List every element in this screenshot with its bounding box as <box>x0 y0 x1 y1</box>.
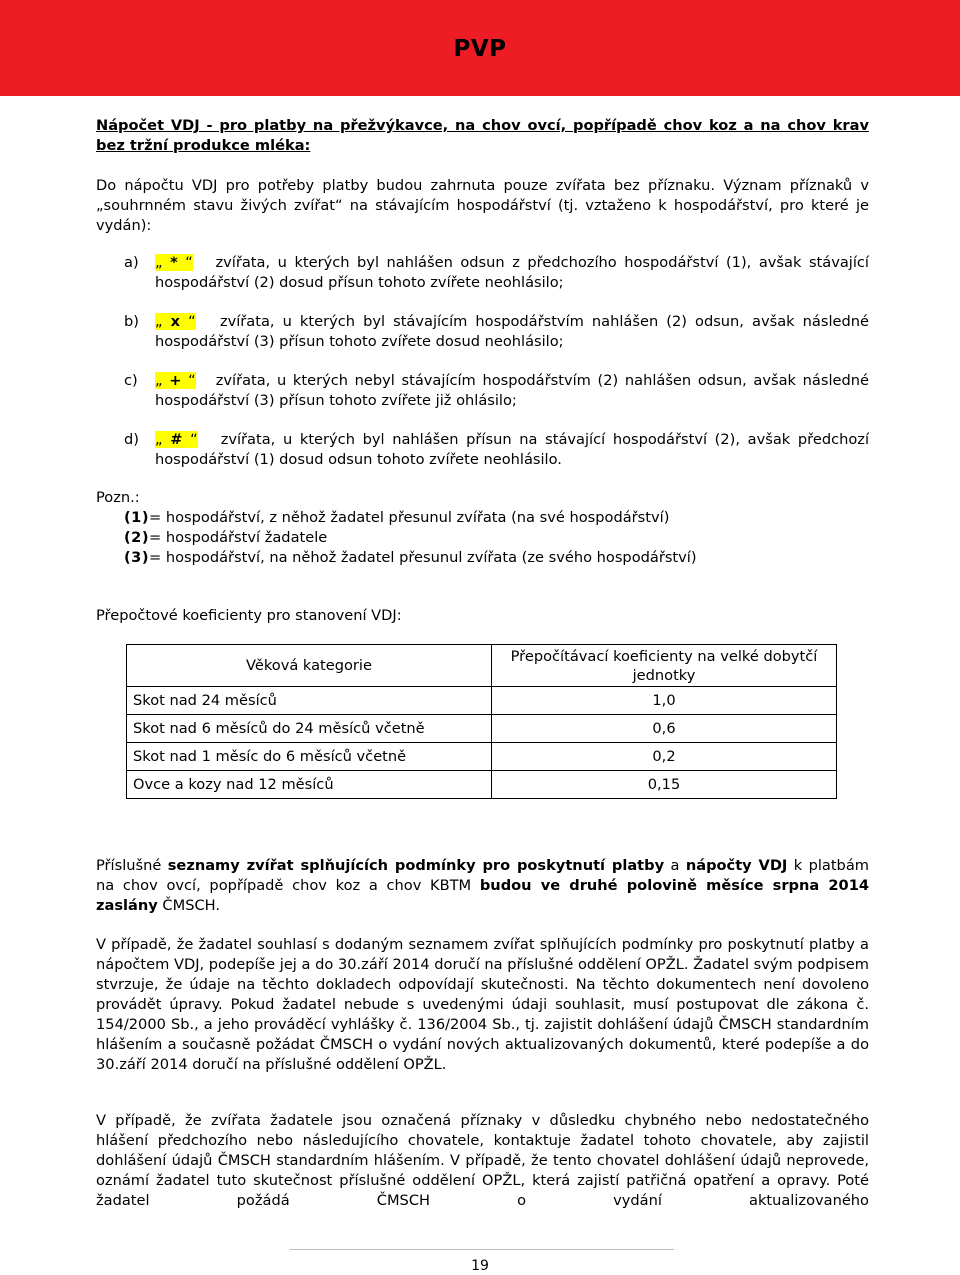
table-header-cell: Přepočítávací koeficienty na velké dobytčí jednotky <box>492 645 837 687</box>
note-line <box>124 508 669 528</box>
flag-symbol-highlight: „ # “ <box>155 431 198 448</box>
para-text: Příslušné <box>96 857 168 874</box>
flag-symbol-highlight: „ + “ <box>155 372 196 389</box>
table-cell-category: Skot nad 1 měsíc do 6 měsíců včetně <box>127 743 492 771</box>
list-item <box>124 430 869 470</box>
table-cell-value: 1,0 <box>492 687 837 715</box>
note-text: = hospodářství, z něhož žadatel přesunul zvířata (na své hospodářství) <box>149 509 670 526</box>
list-item-text: zvířata, u kterých byl nahlášen přísun na stávající hospodářství (2), avšak předchozí hospodářství (1) dosud odsun tohoto zvířete neohlásilo. <box>155 431 870 468</box>
note-key: (2) <box>124 529 149 546</box>
list-item <box>124 371 869 411</box>
coefficient-table <box>126 644 837 799</box>
table-row <box>127 687 837 715</box>
list-item <box>124 312 869 352</box>
para-bold: nápočty VDJ <box>685 857 788 874</box>
table-header-cell: Věková kategorie <box>127 645 492 687</box>
note-label: Pozn.: <box>96 489 140 506</box>
paragraph-seznamy <box>96 856 869 916</box>
note-key: (1) <box>124 509 149 526</box>
note-line <box>124 548 697 568</box>
note-text: = hospodářství žadatele <box>149 529 328 546</box>
page-number: 19 <box>471 1258 489 1274</box>
table-cell-value: 0,15 <box>492 771 837 799</box>
section-heading: Nápočet VDJ - pro platby na přežvýkavce, na chov ovcí, popřípadě chov koz a na chov krav bez tržní produkce mléka: <box>96 117 869 154</box>
note-line <box>124 528 327 548</box>
flag-symbol-highlight: „ * “ <box>155 254 193 271</box>
note-key: (3) <box>124 549 149 566</box>
para-bold: seznamy zvířat splňujících podmínky pro poskytnutí platby <box>167 857 665 874</box>
table-cell-category: Skot nad 24 měsíců <box>127 687 492 715</box>
paragraph-priznaky: V případě, že zvířata žadatele jsou označená příznaky v důsledku chybného nebo nedostatečného hlášení předchozího nebo následujícího chovatele, kontaktuje žadatel tohoto chovatele, aby zajistil dohlášení údajů ČMSCH standardním hlášením. V případě, že tento chovatel dohlášení údajů neprovede, oznámí žadatel tuto skutečnost příslušné oddělení OPŽL, která zajistí patřičná opatření a opravy. Poté žadatel požádá ČMSCH o vydání aktualizovaného <box>96 1112 869 1209</box>
table-row <box>127 715 837 743</box>
table-header-row <box>127 645 837 687</box>
list-item <box>124 253 869 293</box>
list-item-text: zvířata, u kterých byl stávajícím hospodářstvím nahlášen (2) odsun, avšak následné hospodářství (3) přísun tohoto zvířete dosud neohlásilo; <box>155 313 869 350</box>
flag-symbol-highlight: „ x “ <box>155 313 196 330</box>
table-row <box>127 771 837 799</box>
para-text: k platbám na chov ovcí, popřípadě chov koz a chov KBTM <box>96 857 869 894</box>
paragraph-souhlas: V případě, že žadatel souhlasí s dodaným seznamem zvířat splňujících podmínky pro poskytnutí platby a nápočtem VDJ, podepíše jej a do 30.září 2014 doručí na příslušné oddělení OPŽL. Žadatel svým podpisem stvrzuje, že údaje na těchto dokladech odpovídají skutečnosti. Na těchto dokumentech není dovoleno provádět úpravy. Pokud žadatel nebude s uvedenými údaji souhlasit, musí postupovat dle zákona č. 154/2000 Sb., a jeho prováděcí vyhlášky č. 136/2004 Sb., tj. zajistit dohlášení údajů ČMSCH standardním hlášením a současně požádat ČMSCH o vydání nových aktualizovaných dokumentů, které podepíše a do 30.září 2014 doručí na příslušné oddělení OPŽL. <box>96 936 869 1073</box>
para-text: ČMSCH. <box>157 897 221 914</box>
table-row <box>127 743 837 771</box>
table-cell-category: Ovce a kozy nad 12 měsíců <box>127 771 492 799</box>
list-item-label: c) <box>124 372 138 389</box>
list-item-label: d) <box>124 431 139 448</box>
list-item-label: b) <box>124 313 139 330</box>
intro-paragraph: Do nápočtu VDJ pro potřeby platby budou zahrnuta pouze zvířata bez příznaku. Význam příznaků v „souhrnném stavu živých zvířat“ na stávajícím hospodářství (tj. vztaženo k hospodářství, pro které je vydán): <box>96 177 869 234</box>
table-cell-value: 0,2 <box>492 743 837 771</box>
table-cell-category: Skot nad 6 měsíců do 24 měsíců včetně <box>127 715 492 743</box>
para-text: a <box>664 857 686 874</box>
flag-symbol: x <box>170 313 181 330</box>
note-text: = hospodářství, na něhož žadatel přesunul zvířata (ze svého hospodářství) <box>149 549 697 566</box>
page-header-bar <box>0 0 960 96</box>
flag-symbol: + <box>169 372 182 389</box>
list-item-label: a) <box>124 254 139 271</box>
flag-symbol: # <box>170 431 183 448</box>
flag-symbol: * <box>170 254 178 271</box>
list-item-text: zvířata, u kterých nebyl stávajícím hospodářstvím (2) nahlášen odsun, avšak následné hospodářství (3) přísun tohoto zvířete již ohlásilo; <box>155 372 869 409</box>
table-intro: Přepočtové koeficienty pro stanovení VDJ: <box>96 607 402 624</box>
list-item-text: zvířata, u kterých byl nahlášen odsun z předchozího hospodářství (1), avšak stávající hospodářství (2) dosud přísun tohoto zvířete neohlásilo; <box>155 254 869 291</box>
table-cell-value: 0,6 <box>492 715 837 743</box>
para-bold: budou ve druhé polovině měsíce srpna 2014 zaslány <box>96 877 870 914</box>
footer-divider <box>290 1249 674 1250</box>
header-title: PVP <box>453 36 507 62</box>
